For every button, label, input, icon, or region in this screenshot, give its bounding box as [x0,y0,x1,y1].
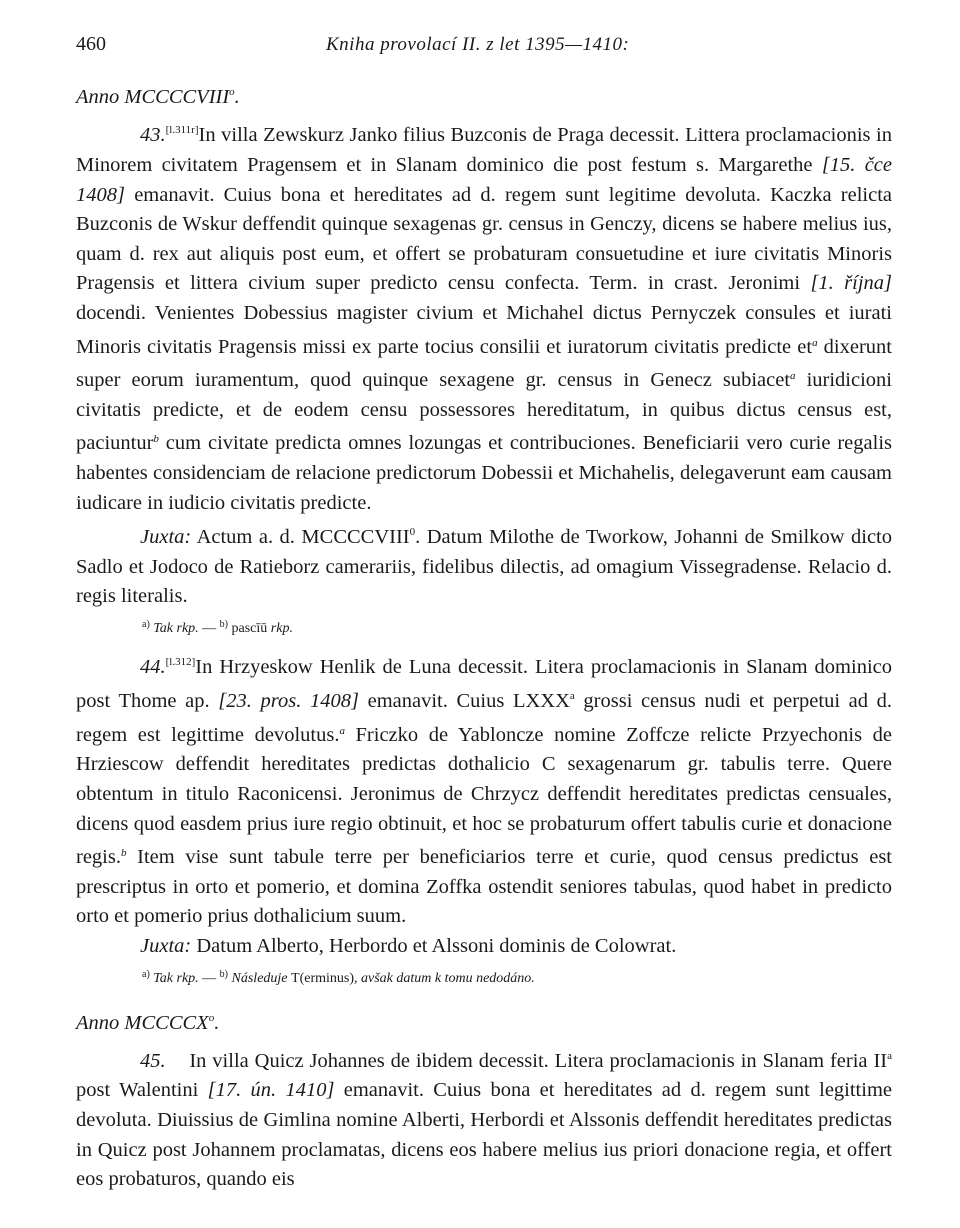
date-annotation: [17. ún. 1410] [207,1079,335,1102]
document-page [76,30,892,1195]
entry-43-footnotes: $^{a)}$ Tak rkp. — $^{b)}$ pascīū rkp. [142,618,293,636]
footnote-mark: a [790,370,796,383]
running-title: Kniha provolací II. z let 1395—1410: [326,34,630,55]
entry-number: 43. [140,124,166,147]
year-heading-1408: Anno MCCCCVIII$^o$. [76,85,240,108]
footnote-mark: a [339,724,345,737]
entry-45 [76,1042,892,1195]
footnote-mark: a [812,336,818,349]
entry-43-juxta: Juxta: Actum a. d. MCCCCVIII$^0$. Datum Milothe de Tworkow, Johanni de Smilkow dicto Sadlo et Jodoco de Ratieborz camerariis, fidelibus dilectis, ad omagium Vissegradense. Relacio d. regis literalis. [76,525,892,608]
date-annotation: [1. října] [810,272,892,295]
date-annotation: [15. čce 1408] [76,154,892,206]
page-header [76,30,892,64]
folio-reference: [l.312] [165,655,196,668]
footnote-mark: b [153,433,159,446]
entry-number: 45. [140,1049,166,1072]
folio-reference: [l.311r] [165,124,199,137]
footnote-mark: b [120,847,127,860]
page-number: 460 [76,33,106,55]
entry-number: 44. [140,655,166,678]
entry-44 [76,648,892,990]
entry-44-footnotes: $^{a)}$ Tak rkp. — $^{b)}$ Následuje T(erminus), avšak datum k tomu nedodáno. [142,968,535,986]
entry-44-juxta: Juxta: Datum Alberto, Herbordo et Alssoni dominis de Colowrat. [140,934,677,957]
juxta-label: Juxta: [140,934,192,957]
year-heading-1410: Anno MCCCCX$^o$. [76,1011,220,1034]
entry-43-text: 43.[l.311r]In villa Zewskurz Janko filius Buzconis de Praga decessit. Littera proclamacionis in Minorem civitatem Pragensem et in Slanam dominico die post festum s. Margarethe [15. čce 1408] emanavit. Cuius bona et hereditates ad d. regem sunt legitime devoluta. Kaczka relicta Buzconis de Wskur deffendit quinque sexagenas gr. census in Genczy, dicens se habere melius ius, quam d. rex aut aliquis post eum, et offert se probaturam consuetudine et iure civitatis Minoris Pragensis et littera civium super predicto censu confecta. Term. in crast. Jeronimi [1. října] docendi. Venientes Dobessius magister civium et Michahel dictus Pernyczek consules et iurati Minoris civitatis Pragensis missi ex parte tocius consilii et iuratorum civitatis predicte $et^a$ dixerunt super eorum iuramentum, quod quinque sexagene gr. census in Genecz subiacet$^a$ iuridicioni civitatis predicte, et de eodem censu possessores hereditatum, in quibus dictus census est, paciuntur$^b$ cum civitate predicta omnes lozungas et contribuciones. Beneficiarii vero curie regalis habentes considenciam de relacione predictorum Dobessii et Michahelis, delegaverunt eam causam iudicare in iudicio civitatis predicte. [76,124,892,514]
entry-43 [76,116,892,639]
entry-45-text: 45. In villa Quicz Johannes de ibidem decessit. Litera proclamacionis in Slanam feria $II^a$ post Walentini [17. ún. 1410] emanavit. Cuius bona et hereditates ad d. regem sunt legittime devoluta. Diuissius de Gimlina nomine Alberti, Herbordi et Alssonis deffendit hereditates predictas in Quicz post Johannem proclamatas, dicens eos habere melius ius priori donacione regia, et offert eos probaturos, quando eis [76,1049,892,1191]
juxta-label: Juxta: [140,525,192,548]
date-annotation: [23. pros. 1408] [218,690,359,713]
entry-44-text: 44.[l.312]In Hrzyeskow Henlik de Luna decessit. Litera proclamacionis in Slanam dominico post Thome ap. [23. pros. 1408] emanavit. Cuius LXXX$^a$ grossi census nudi et perpetui ad d. regem est legittime devolutus.$^a$ Friczko de Yabloncze nomine Zoffcze relicte Przyechonis de Hrziescow deffendit hereditates predictas dothalicio C sexagenarum gr. tabulis terre. Quere obtentum in titulo Raconicensi. Jeronimus de Chrzycz deffendit hereditates predictas censuales, dicens quod easdem prius iure regio obtinuit, et hoc se probaturum offert tabulis curie et donacione regis.$^b$ Item vise sunt tabule terre per beneficiarios terre et curie, quod census predictus est prescriptus in orto et pomerio, et domina Zoffka ostendit seniores tabulas, quod habet in predicto orto et pomerio prius dothalicium suum. [76,655,893,928]
